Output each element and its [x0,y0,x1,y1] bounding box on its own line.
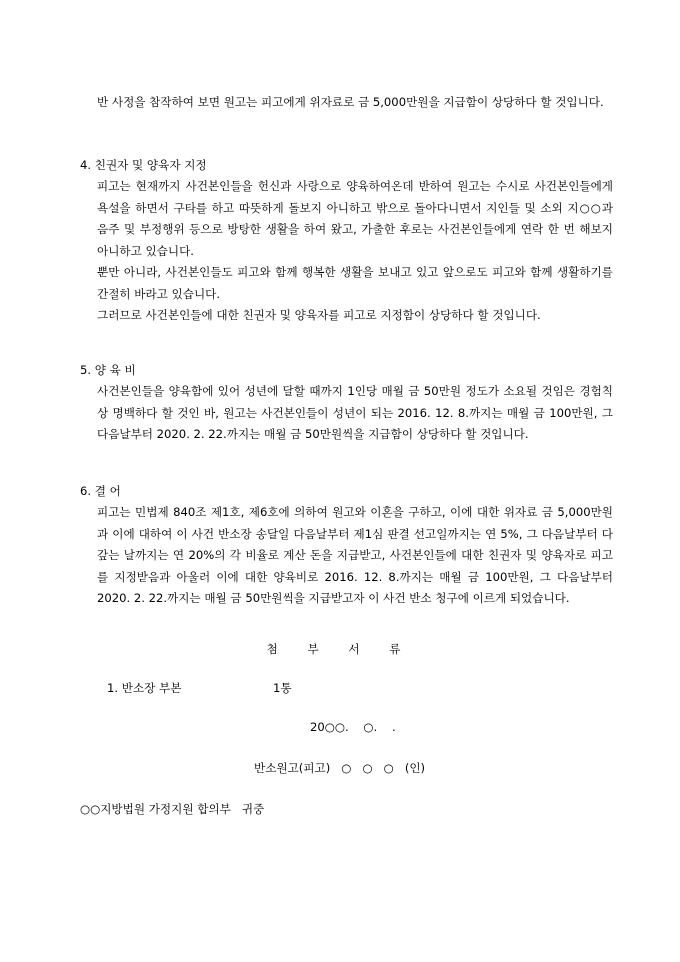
attachment-item-count: 1통 [273,681,292,695]
court-addressee: ○○지방법원 가정지원 합의부 귀중 [80,802,265,816]
signature-line: 반소원고(피고) ○ ○ ○ (인) [254,761,426,775]
section-5-heading: 5. 양 육 비 [80,363,136,377]
section-4-heading: 4. 친권자 및 양육자 지정 [80,158,207,172]
attachment-item-label: 1. 반소장 부본 [107,681,182,695]
document-date: 20○○. ○. . [310,720,396,734]
section-4-paragraph-1: 피고는 현재까지 사건본인들을 헌신과 사랑으로 양육하여온데 반하여 원고는 수시로 사건본인들에게 욕설을 하면서 구타를 하고 따뜻하게 돌보지 아니하고 밖으로 돌아다니면서 지인들 및 소외 지○○과 음주 및 부정행위 등으로 방탕한 생활을 하여 왔고, 가출한 후로는 사건본인들에게 연락 한 번 해보지 아니하고 있습니다. [97,179,613,258]
section-5-paragraph-1: 사건본인들을 양육함에 있어 성년에 달할 때까지 1인당 매월 금 50만원 정도가 소요될 것임은 경험칙상 명백하다 할 것인 바, 원고는 사건본인들이 성년이 되는 2016. 12. 8.까지는 매월 금 100만원, 그 다음날부터 2020. 2. 22.까지는 매월 금 50만원씩을 지급함이 상당하다 할 것입니다. [97,384,613,442]
section-4-paragraph-3: 그러므로 사건본인들에 대한 친권자 및 양육자를 피고로 지정함이 상당하다 할 것입니다. [97,308,541,322]
attachments-title: 첨 부 서 류 [266,642,414,656]
intro-paragraph: 반 사정을 참작하여 보면 원고는 피고에게 위자료로 금 5,000만원을 지급함이 상당하다 할 것입니다. [97,95,604,109]
attachment-item [107,680,292,696]
section-4-paragraph-2: 뿐만 아니라, 사건본인들도 피고와 함께 행복한 생활을 보내고 있고 앞으로도 피고와 함께 생활하기를 간절히 바라고 있습니다. [97,265,613,301]
section-6-paragraph-1: 피고는 민법제 840조 제1호, 제6호에 의하여 원고와 이혼을 구하고, 이에 대한 위자료 금 5,000만원과 이에 대하여 이 사건 반소장 송달일 다음날부터 제1심 판결 선고일까지는 연 5%, 그 다음날부터 다 갚는 날까지는 연 20%의 각 비율로 계산 돈을 지급받고, 사건본인들에 대한 친권자 및 양육자로 피고를 지정받음과 아울러 이에 대한 양육비로 2016. 12. 8.까지는 매월 금 100만원, 그 다음날부터 2020. 2. 22.까지는 매월 금 50만원씩을 지급받고자 이 사건 반소 청구에 이르게 되었습니다. [97,505,613,606]
section-6-heading: 6. 결 어 [80,484,121,498]
